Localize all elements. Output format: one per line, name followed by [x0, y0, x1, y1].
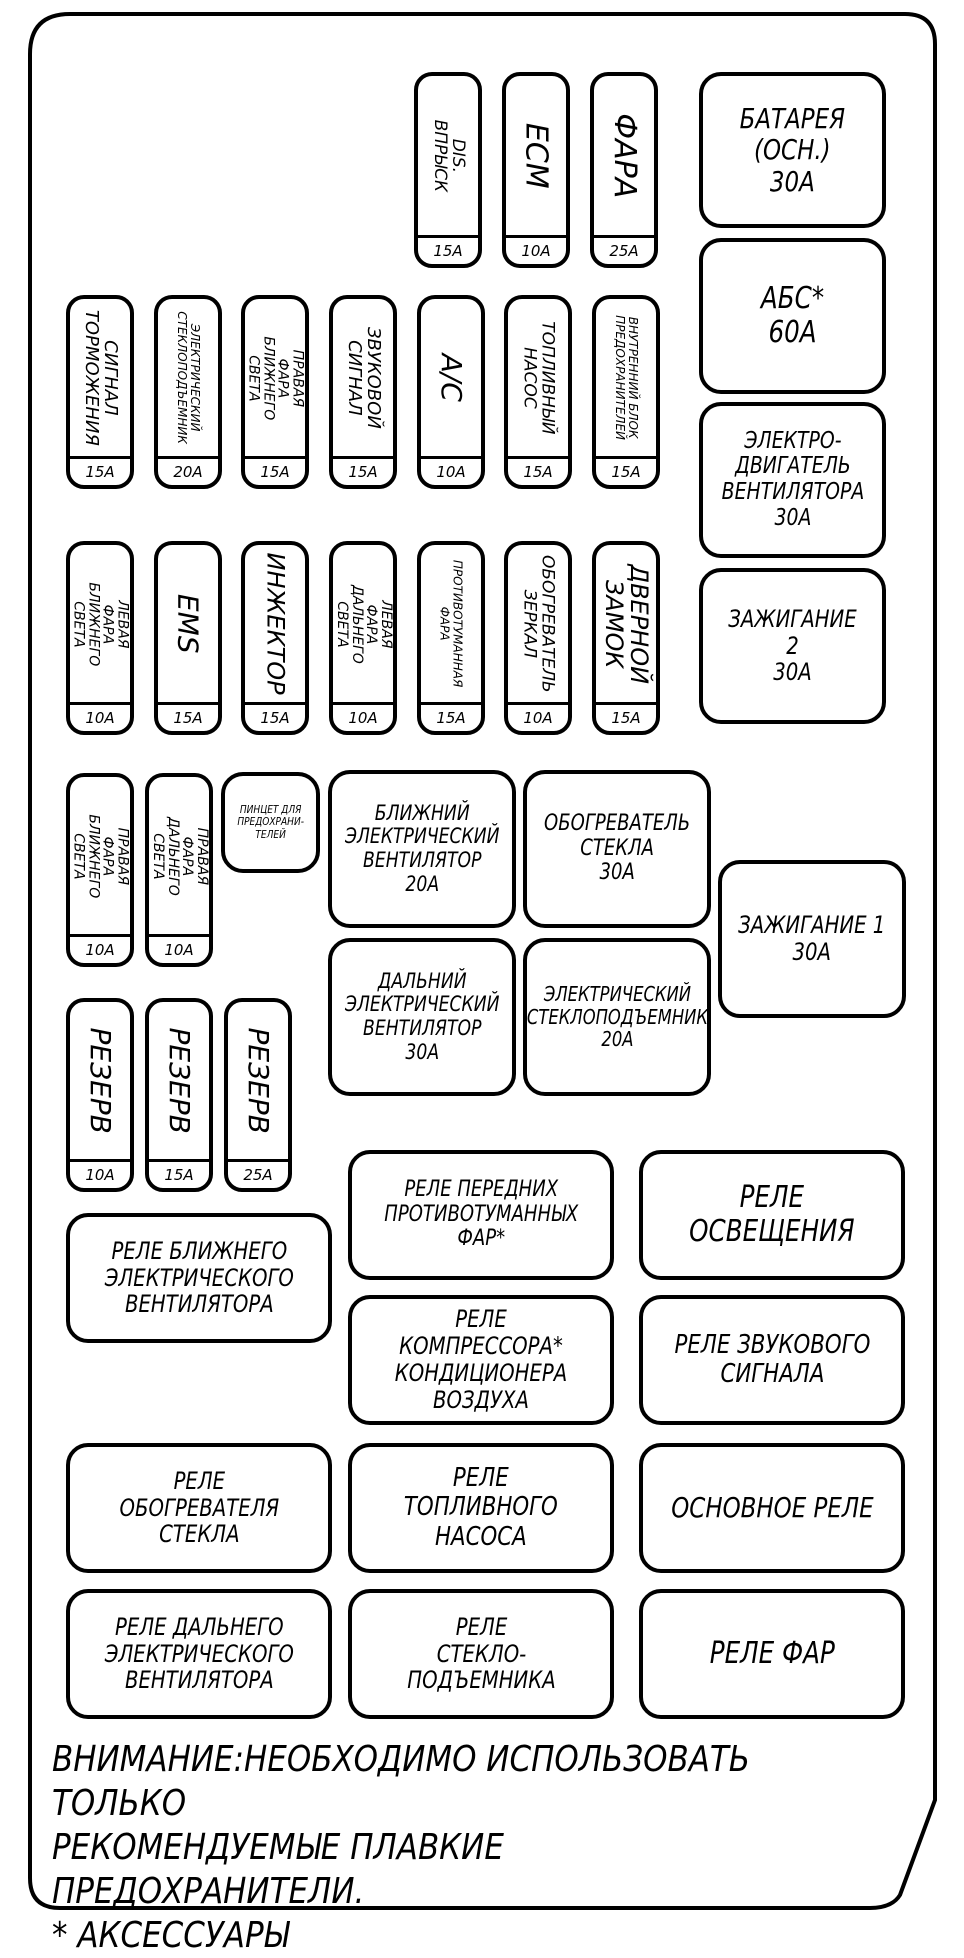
fuse-r2-2-label: ЭЛЕКТРИЧЕСКИЙ СТЕКЛОПОДЪЕМНИК	[175, 311, 202, 445]
fuse-fan-motor	[699, 402, 886, 558]
fuse-r2-1-label: СИГНАЛ ТОРМОЖЕНИЯ	[81, 310, 121, 446]
fuse-r2-2-rating: 20A	[158, 456, 218, 485]
fuse-rear-defog	[523, 770, 711, 928]
fuse-r3-3	[241, 541, 309, 735]
fuse-high-fan	[328, 938, 516, 1096]
relay-front-fog-label: РЕЛЕ ПЕРЕДНИХ ПРОТИВОТУМАННЫХ ФАР*	[384, 1177, 578, 1252]
fuse-r2-7-rating: 15A	[596, 456, 656, 485]
fuse-power-window	[523, 938, 711, 1096]
fuse-r2-1	[66, 295, 134, 489]
fuse-spare-1	[66, 998, 134, 1192]
fuse-r1-3	[590, 72, 658, 268]
fuse-r2-4-label: ЗВУКОВОЙ СИГНАЛ	[344, 327, 384, 429]
fuse-r2-3-label: ПРАВАЯ ФАРА БЛИЖНЕГО СВЕТА	[245, 336, 306, 420]
fuse-r3-6-label: ОБОГРЕВАТЕЛЬ ЗЕРКАЛ	[520, 555, 558, 693]
fuse-r1-1	[414, 72, 482, 268]
relay-lighting-label: РЕЛЕ ОСВЕЩЕНИЯ	[689, 1180, 855, 1249]
fuse-low-fan-label: БЛИЖНИЙ ЭЛЕКТРИЧЕСКИЙ ВЕНТИЛЯТОР 20A	[344, 800, 500, 896]
fuse-r3-3-rating: 15A	[245, 702, 305, 731]
fuse-r3-2	[154, 541, 222, 735]
fuse-abs	[699, 238, 886, 394]
relay-high-fan-label: РЕЛЕ ДАЛЬНЕГО ЭЛЕКТРИЧЕСКОГО ВЕНТИЛЯТОРА	[104, 1612, 294, 1695]
fuse-r1-2-label: ECM	[518, 123, 554, 189]
fuse-r2-7-label: ВНУТРЕННИЙ БЛОК ПРЕДОХРАНИТЕЛЕЙ	[613, 315, 640, 441]
fuse-r3-3-label: ИНЖЕКТОР	[261, 552, 290, 696]
fuse-puller	[221, 772, 320, 873]
fuse-r1-2-rating: 10A	[506, 235, 566, 264]
fuse-r2-6	[504, 295, 572, 489]
fuse-r2-6-label: ТОПЛИВНЫЙ НАСОС	[520, 321, 558, 435]
fuse-r2-5-label: A/C	[434, 353, 468, 403]
fuse-r3-2-label: EMS	[171, 594, 205, 654]
fuse-spare-3	[224, 998, 292, 1192]
fuse-r3-4-rating: 10A	[333, 702, 393, 731]
fuse-r4-2-label: ПРАВАЯ ФАРА ДАЛЬНЕГО СВЕТА	[149, 816, 210, 896]
relay-lighting	[639, 1150, 905, 1280]
warning-note: ВНИМАНИЕ:НЕОБХОДИМО ИСПОЛЬЗОВАТЬ ТОЛЬКО РЕКОМЕНДУЕМЫЕ ПЛАВКИЕ ПРЕДОХРАНИТЕЛИ. * АКСЕССУАРЫ	[52, 1739, 751, 1956]
fuse-spare-3-label: РЕЗЕРВ	[241, 1027, 275, 1135]
fuse-battery-label: БАТАРЕЯ (ОСН.) 30A	[739, 101, 846, 198]
fuse-ignition-2	[699, 568, 886, 724]
fuse-power-window-label: ЭЛЕКТРИЧЕСКИЙ СТЕКЛОПОДЪЕМНИК 20A	[526, 982, 708, 1052]
relay-window-lift-label: РЕЛЕ СТЕКЛО- ПОДЪЕМНИКА	[406, 1612, 556, 1695]
fuse-ignition-1-label: ЗАЖИГАНИЕ 1 30A	[738, 911, 886, 966]
fuse-r4-1	[66, 773, 134, 967]
fuse-r3-7-rating: 15A	[596, 702, 656, 731]
relay-low-fan-label: РЕЛЕ БЛИЖНЕГО ЭЛЕКТРИЧЕСКОГО ВЕНТИЛЯТОРА	[104, 1236, 294, 1319]
fuse-r2-2	[154, 295, 222, 489]
fuse-low-fan	[328, 770, 516, 928]
fuse-r3-7-label: ДВЕРНОЙ ЗАМОК	[600, 564, 654, 684]
fuse-spare-1-label: РЕЗЕРВ	[83, 1027, 117, 1135]
fuse-r3-1-rating: 10A	[70, 702, 130, 731]
fuse-r2-3-rating: 15A	[245, 456, 305, 485]
relay-headlamp-label: РЕЛЕ ФАР	[709, 1636, 835, 1672]
fuse-r3-4	[329, 541, 397, 735]
fuse-r1-1-rating: 15A	[418, 235, 478, 264]
relay-defog-label: РЕЛЕ ОБОГРЕВАТЕЛЯ СТЕКЛА	[119, 1466, 279, 1549]
fuse-spare-3-rating: 25A	[228, 1159, 288, 1188]
fuse-r3-6-rating: 10A	[508, 702, 568, 731]
relay-horn	[639, 1295, 905, 1425]
relay-headlamp	[639, 1589, 905, 1719]
fuse-ignition-1	[718, 860, 906, 1018]
fuse-r2-3	[241, 295, 309, 489]
fuse-r3-5-label: ПРОТИВОТУМАННАЯ ФАРА	[438, 560, 465, 688]
fuse-r1-3-rating: 25A	[594, 235, 654, 264]
fuse-r3-5-rating: 15A	[421, 702, 481, 731]
relay-horn-label: РЕЛЕ ЗВУКОВОГО СИГНАЛА	[674, 1329, 870, 1389]
relay-defog	[66, 1443, 332, 1573]
fuse-high-fan-label: ДАЛЬНИЙ ЭЛЕКТРИЧЕСКИЙ ВЕНТИЛЯТОР 30A	[344, 968, 500, 1064]
fuse-battery	[699, 72, 886, 228]
fuse-abs-label: АБС* 60A	[760, 281, 825, 350]
fuse-r2-4-rating: 15A	[333, 456, 393, 485]
relay-main	[639, 1443, 905, 1573]
fuse-spare-2-label: РЕЗЕРВ	[162, 1027, 196, 1135]
relay-front-fog	[348, 1150, 614, 1280]
fuse-r1-2	[502, 72, 570, 268]
fuse-r4-1-rating: 10A	[70, 934, 130, 963]
fuse-r2-6-rating: 15A	[508, 456, 568, 485]
fuse-r2-1-rating: 15A	[70, 456, 130, 485]
relay-high-fan	[66, 1589, 332, 1719]
relay-ac-compressor	[348, 1295, 614, 1425]
fuse-r4-2	[145, 773, 213, 967]
relay-low-fan	[66, 1213, 332, 1343]
fuse-r3-1	[66, 541, 134, 735]
fuse-r1-3-label: ФАРА	[606, 113, 642, 199]
fuse-r3-4-label: ЛЕВАЯ ФАРА ДАЛЬНЕГО СВЕТА	[333, 584, 394, 664]
fuse-r2-4	[329, 295, 397, 489]
fuse-spare-1-rating: 10A	[70, 1159, 130, 1188]
fuse-puller-label: ПИНЦЕТ ДЛЯ ПРЕДОХРАНИ- ТЕЛЕЙ	[237, 803, 304, 841]
fuse-r3-5	[417, 541, 485, 735]
fuse-r2-5-rating: 10A	[421, 456, 481, 485]
relay-fuel-pump	[348, 1443, 614, 1573]
fuse-ignition-2-label: ЗАЖИГАНИЕ 2 30A	[728, 604, 857, 687]
fuse-r4-2-rating: 10A	[149, 934, 209, 963]
relay-window-lift	[348, 1589, 614, 1719]
relay-ac-compressor-label: РЕЛЕ КОМПРЕССОРА* КОНДИЦИОНЕРА ВОЗДУХА	[394, 1305, 568, 1414]
fuse-spare-2-rating: 15A	[149, 1159, 209, 1188]
fuse-r2-7	[592, 295, 660, 489]
fuse-r4-1-label: ПРАВАЯ ФАРА БЛИЖНЕГО СВЕТА	[70, 814, 131, 898]
fuse-r3-6	[504, 541, 572, 735]
relay-fuel-pump-label: РЕЛЕ ТОПЛИВНОГО НАСОСА	[404, 1463, 558, 1552]
relay-main-label: ОСНОВНОЕ РЕЛЕ	[670, 1491, 874, 1525]
fuse-r3-2-rating: 15A	[158, 702, 218, 731]
fuse-rear-defog-label: ОБОГРЕВАТЕЛЬ СТЕКЛА 30A	[543, 811, 691, 886]
fuse-spare-2	[145, 998, 213, 1192]
fuse-fan-motor-label: ЭЛЕКТРО- ДВИГАТЕЛЬ ВЕНТИЛЯТОРА 30A	[721, 427, 864, 531]
fuse-r2-5	[417, 295, 485, 489]
fuse-r3-1-label: ЛЕВАЯ ФАРА БЛИЖНЕГО СВЕТА	[70, 582, 131, 666]
fuse-r3-7	[592, 541, 660, 735]
fuse-r1-1-label: DIS. ВПРЫСК	[430, 119, 468, 193]
